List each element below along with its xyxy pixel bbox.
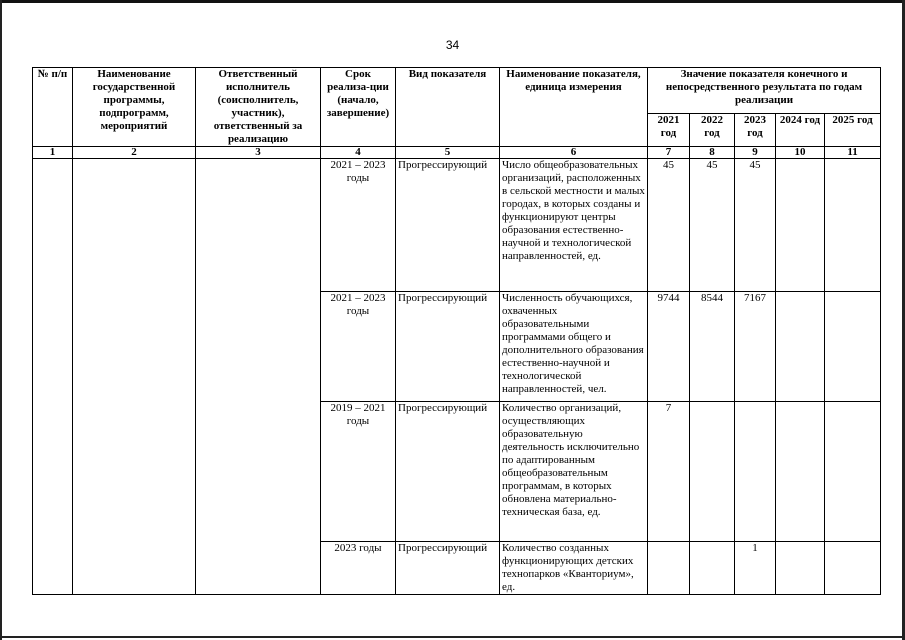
cell-indicator-type: Прогрессирующий	[396, 292, 500, 402]
cell-value-2023: 1	[735, 542, 776, 595]
column-number: 4	[321, 147, 396, 159]
cell-term: 2021 – 2023 годы	[321, 292, 396, 402]
page-number: 34	[445, 38, 460, 52]
header-row	[33, 68, 881, 114]
column-number: 3	[196, 147, 321, 159]
cell-value-2021: 7	[648, 402, 690, 542]
header-year: 2025 год	[825, 113, 881, 146]
cell-value-2024	[776, 292, 825, 402]
cell-indicator-type: Прогрессирующий	[396, 402, 500, 542]
cell-value-2021: 9744	[648, 292, 690, 402]
cell-term: 2023 годы	[321, 542, 396, 595]
cell-indicator-name: Количество организаций, осуществляющих образовательную деятельность исключительно по адаптированным общеобразовательным программам, в которых обновлена материально-техническая база, ед.	[500, 402, 648, 542]
header-year: 2023 год	[735, 113, 776, 146]
cell-value-2022: 45	[690, 159, 735, 292]
column-number: 9	[735, 147, 776, 159]
cell-program-name	[73, 159, 196, 595]
cell-value-2021: 45	[648, 159, 690, 292]
cell-value-2024	[776, 542, 825, 595]
header-num: № п/п	[33, 68, 73, 147]
column-number: 8	[690, 147, 735, 159]
cell-value-2023: 7167	[735, 292, 776, 402]
header-year: 2022 год	[690, 113, 735, 146]
cell-value-2025	[825, 542, 881, 595]
scan-border-left	[0, 0, 2, 640]
cell-value-2025	[825, 159, 881, 292]
header-year: 2021 год	[648, 113, 690, 146]
cell-value-2023: 45	[735, 159, 776, 292]
column-number: 11	[825, 147, 881, 159]
header-year: 2024 год	[776, 113, 825, 146]
cell-indicator-name: Число общеобразовательных организаций, расположенных в сельской местности и малых городах, в которых созданы и функционируют центры образования естественно-научной и технологической направленностей, ед.	[500, 159, 648, 292]
cell-value-2023	[735, 402, 776, 542]
header-indicator-name: Наименование показателя, единица измерения	[500, 68, 648, 147]
cell-indicator-type: Прогрессирующий	[396, 159, 500, 292]
cell-executor	[196, 159, 321, 595]
cell-value-2022: 8544	[690, 292, 735, 402]
cell-value-2025	[825, 402, 881, 542]
column-number: 6	[500, 147, 648, 159]
column-number: 1	[33, 147, 73, 159]
cell-term: 2021 – 2023 годы	[321, 159, 396, 292]
cell-num	[33, 159, 73, 595]
scan-border-bottom	[0, 636, 905, 638]
column-number: 2	[73, 147, 196, 159]
cell-indicator-name: Численность обучающихся, охваченных образовательными программами общего и дополнительного образования естественно-научной и технологической направленностей, чел.	[500, 292, 648, 402]
cell-value-2025	[825, 292, 881, 402]
table-row	[33, 159, 881, 292]
scan-border-top	[0, 0, 905, 3]
indicators-table	[32, 67, 881, 595]
cell-indicator-name: Количество созданных функционирующих детских технопарков «Кванториум», ед.	[500, 542, 648, 595]
header-indicator-type: Вид показателя	[396, 68, 500, 147]
column-number: 5	[396, 147, 500, 159]
header-term: Срок реализа-ции (начало, завершение)	[321, 68, 396, 147]
column-number-row	[33, 147, 881, 159]
cell-indicator-type: Прогрессирующий	[396, 542, 500, 595]
cell-value-2024	[776, 159, 825, 292]
cell-value-2022	[690, 402, 735, 542]
header-executor: Ответственный исполнитель (соисполнитель, участник), ответственный за реализацию	[196, 68, 321, 147]
column-number: 10	[776, 147, 825, 159]
cell-term: 2019 – 2021 годы	[321, 402, 396, 542]
cell-value-2022	[690, 542, 735, 595]
header-program-name: Наименование государственной программы, подпрограмм, мероприятий	[73, 68, 196, 147]
cell-value-2024	[776, 402, 825, 542]
cell-value-2021	[648, 542, 690, 595]
header-values-group: Значение показателя конечного и непосредственного результата по годам реализации	[648, 68, 881, 114]
column-number: 7	[648, 147, 690, 159]
